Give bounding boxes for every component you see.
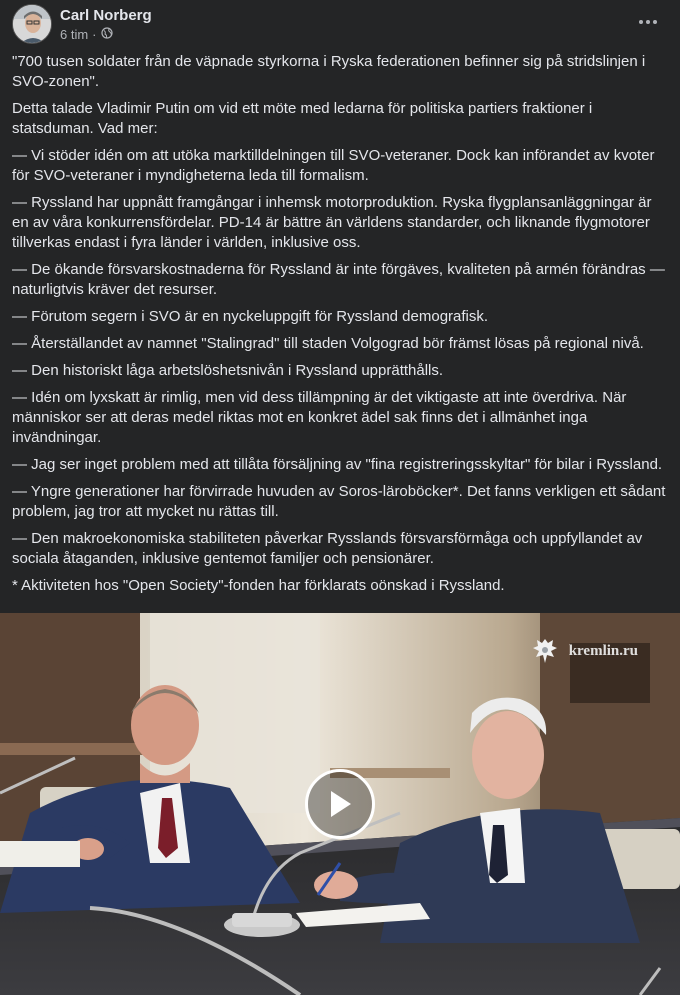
video-watermark (529, 635, 638, 667)
more-options-icon[interactable] (636, 12, 660, 32)
globe-icon (101, 27, 113, 42)
post-meta (60, 27, 113, 42)
post-paragraph: — Den makroekonomiska stabiliteten påverkar Rysslands försvarsförmåga och uppfyllandet av sociala åtaganden, inklusive gentemot familjer och pensionärer. (12, 530, 643, 567)
meta-separator: · (92, 27, 97, 42)
post-paragraph: "700 tusen soldater från de väpnade styrkorna i Ryska federationen befinner sig på stridslinjen i SVO-zonen". (12, 53, 646, 90)
watermark-text: kremlin.ru (568, 642, 638, 659)
post-header (12, 4, 668, 44)
post-paragraph: — Idén om lyxskatt är rimlig, men vid dess tillämpning är det viktigaste att inte överdriva. När människor ser att deras medel riktas mot en konkret ädel sak finns det i allmänhet inga invändningar. (12, 389, 627, 446)
post-paragraph: * Aktiviteten hos "Open Society"-fonden har förklarats oönskad i Ryssland. (12, 577, 505, 594)
post-paragraph: — Den historiskt låga arbetslöshetsnivån i Ryssland upprätthålls. (12, 362, 444, 379)
post-time[interactable]: 6 tim (60, 27, 89, 42)
post-paragraph: — Ryssland har uppnått framgångar i inhemsk motorproduktion. Ryska flygplansanläggningar är en av våra konkurrensfördelar. PD-14 är bättre än världens standarder, och liknande flygmotorer tillverkas endast i fyra länder i världen, inklusive oss. (12, 194, 652, 251)
post-paragraph: — Yngre generationer har förvirrade huvuden av Soros-läroböcker*. Det fanns verkligen ett sådant problem, jag tror att mycket nu rättas till. (12, 483, 666, 520)
post-paragraph: — Vi stöder idén om att utöka marktilldelningen till SVO-veteraner. Dock kan införandet av kvoter för SVO-veteraner i myndigheterna leda till formalism. (12, 147, 655, 184)
double-headed-eagle-icon (529, 635, 561, 667)
author-name[interactable]: Carl Norberg (60, 7, 152, 24)
post-paragraph: — Jag ser inget problem med att tillåta försäljning av "fina registreringsskyltar" för bilar i Ryssland. (12, 456, 663, 473)
post-text (12, 52, 668, 603)
post-paragraph: — Förutom segern i SVO är en nyckeluppgift för Ryssland demografisk. (12, 308, 489, 325)
post-paragraph: — De ökande försvarskostnaderna för Ryssland är inte förgäves, kvaliteten på armén förändras — naturligtvis kräver det resurser. (12, 261, 665, 298)
play-icon[interactable] (305, 769, 375, 839)
post-paragraph: Detta talade Vladimir Putin om vid ett möte med ledarna för politiska partiers fraktioner i statsduman. Vad mer: (12, 100, 593, 137)
video-player[interactable] (0, 613, 680, 995)
post-paragraph: — Återställandet av namnet "Stalingrad" till staden Volgograd bör främst lösas på regional nivå. (12, 335, 644, 352)
author-avatar[interactable] (12, 4, 52, 44)
